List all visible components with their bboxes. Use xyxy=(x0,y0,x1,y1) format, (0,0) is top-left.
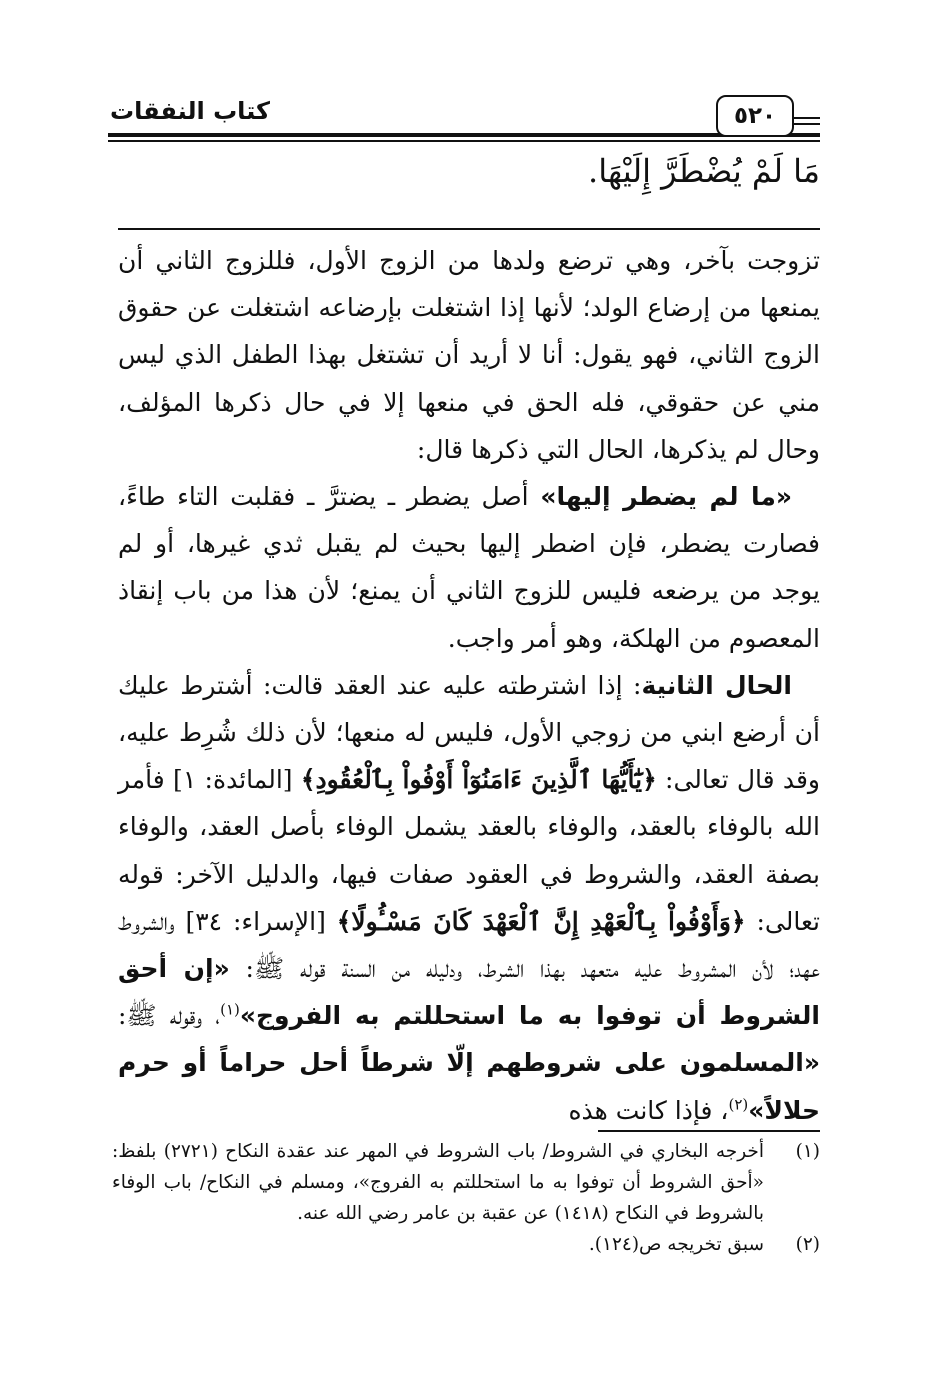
header-rule-thick xyxy=(108,133,820,137)
paragraph-3-text-c: [الإسراء: ٣٤] والشروط عهد؛ لأن المشروط عليه متعهد بهذا الشرط، ودليله من السنة قوله ﷺ: xyxy=(118,906,820,984)
hadith-quote-2: «المسلمون على شروطهم إلّا شرطاً أحل حراماً أو حرم حلالاً» xyxy=(118,1048,820,1125)
footnote-divider xyxy=(598,1130,820,1132)
footnote-number: (٢) xyxy=(795,1234,820,1255)
header-rule-ornament xyxy=(792,117,820,119)
matn-divider xyxy=(118,228,820,230)
paragraph-3-text-a: : إذا اشترطته عليه عند العقد قالت: أشترط عليك أن أرضع ابني من زوجي الأول، فليس له منعها؛ لأن ذلك شُرِط عليه، وقد قال تعالى: xyxy=(118,670,821,795)
paragraph-3-text-e: ، فإذا كانت هذه xyxy=(568,1095,729,1125)
page-header xyxy=(108,95,820,145)
quran-verse-isra: ﴿وَأَوْفُواْ بِٱلْعَهْدِ إِنَّ ٱلْعَهْدَ كَانَ مَسْـُٔولًا﴾ xyxy=(336,906,746,936)
header-rule-thin xyxy=(108,140,820,142)
footnotes xyxy=(112,1136,820,1260)
footnote-number: (١) xyxy=(795,1141,820,1162)
footnote-ref-2[interactable]: (٢) xyxy=(728,1095,749,1114)
page-number: ٥٢٠ xyxy=(716,95,794,137)
paragraph-3 xyxy=(118,662,820,1134)
hadith-quote-1: «إن أحق الشروط أن توفوا به ما استحللتم به الفروج» xyxy=(118,954,820,1031)
matn-quote: «ما لم يضطر إليها» xyxy=(540,482,792,512)
section-label: الحال الثانية xyxy=(641,670,793,700)
footnote-ref-1[interactable]: (١) xyxy=(220,1000,240,1019)
footnote-text: أخرجه البخاري في الشروط/ باب الشروط في المهر عند عقدة النكاح (٢٧٢١) بلفظ: «أحق الشروط أن توفوا به ما استحللتم به الفروج»، ومسلم في النكاح/ باب الوفاء بالشروط في النكاح (١٤١٨) عن عقبة بن عامر رضي الله عنه. xyxy=(112,1141,764,1224)
book-title: كتاب النفقات xyxy=(110,97,270,125)
header-rule-ornament xyxy=(792,123,820,125)
footnote-1 xyxy=(112,1136,820,1229)
footnote-text: سبق تخريجه ص(١٢٤). xyxy=(588,1234,764,1255)
commentary-body xyxy=(118,237,820,1134)
footnote-2 xyxy=(112,1229,820,1260)
paragraph-2 xyxy=(118,473,820,662)
paragraph-3-text-b: [المائدة: ١] فأمر الله بالوفاء بالعقد، والوفاء بالعقد يشمل الوفاء بأصل العقد، والوفاء بصفة العقد، والشروط في العقود صفات فيها، والدليل الآخر: قوله تعالى: xyxy=(118,765,821,936)
quran-verse-maidah: ﴿يَٰٓأَيُّهَا ٱلَّذِينَ ءَامَنُوٓاْ أَوْفُواْ بِٱلْعُقُودِ﴾ xyxy=(300,765,657,795)
paragraph-1: تزوجت بآخر، وهي ترضع ولدها من الزوج الأول، فللزوج الثاني أن يمنعها من إرضاع الولد؛ لأنها إذا اشتغلت بإرضاعه اشتغلت عن حقوق الزوج الثاني، فهو يقول: أنا لا أريد أن تشتغل بهذا الطفل الذي ليس مني عن حقوقي، فله الحق في منعها إلا في حال ذكرها المؤلف، وحال لم يذكرها، الحال التي ذكرها قال: xyxy=(118,246,820,464)
matn-carry-over: مَا لَمْ يُضْطَرَّ إِلَيْهَا. xyxy=(588,152,820,190)
paragraph-2-text: أصل يضطر ـ يضترَّ ـ فقلبت التاء طاءً، فصارت يضطر، فإن اضطر إليها بحيث لم يقبل ثدي غيرها، أو لم يوجد من يرضعه فليس للزوج الثاني أن يمنع؛ لأن هذا من باب إنقاذ المعصوم من الهلكة، وهو أمر واجب. xyxy=(118,482,820,653)
paragraph-3-text-d: ، وقوله ﷺ: xyxy=(118,1001,221,1031)
